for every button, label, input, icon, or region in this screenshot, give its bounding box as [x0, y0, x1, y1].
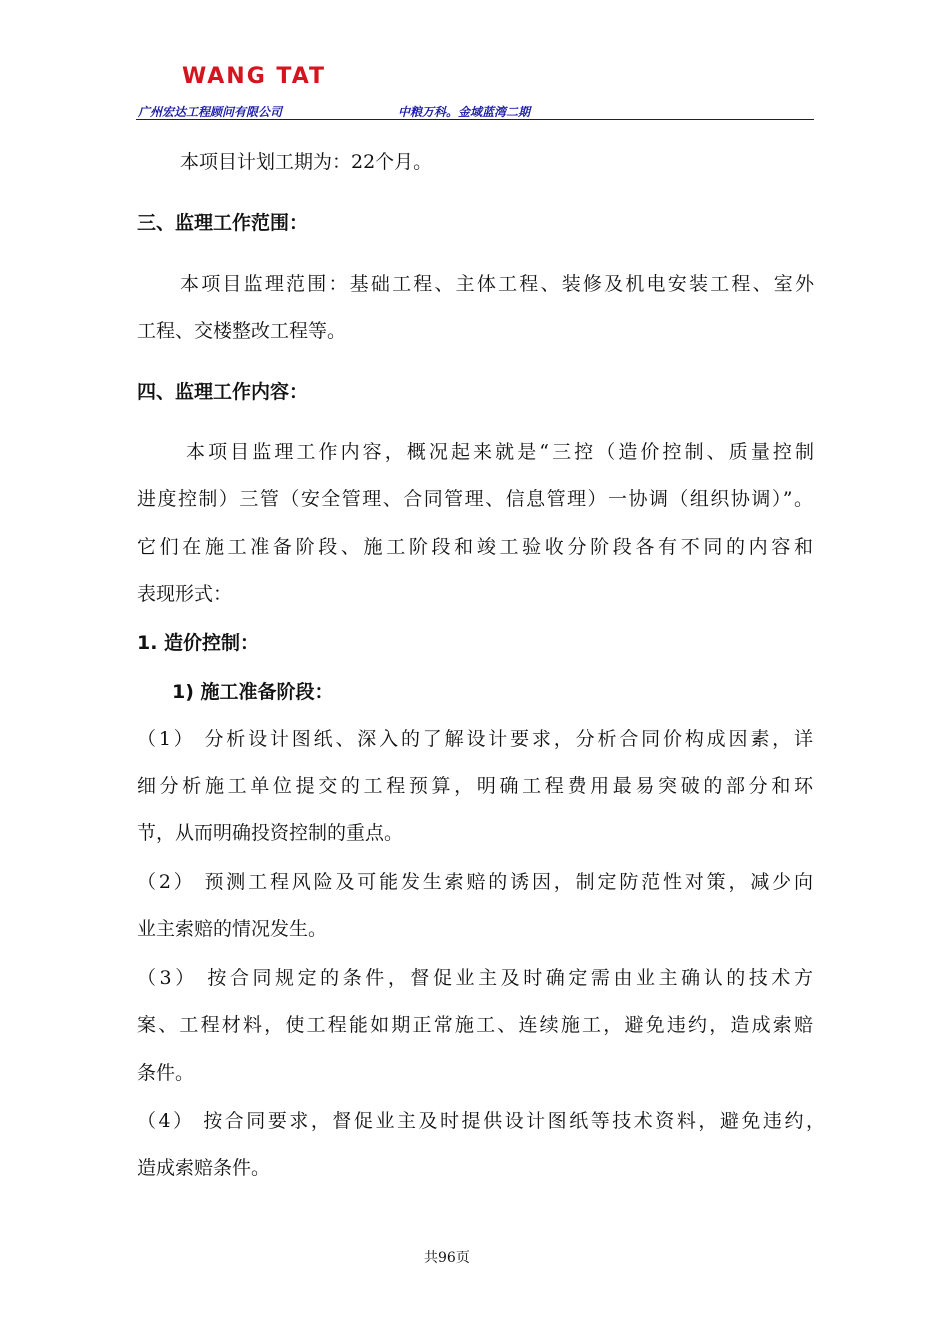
item-2-line1: （2） 预测工程风险及可能发生索赔的诱因，制定防范性对策，减少向: [137, 871, 813, 893]
header-company: 广州宏达工程顾问有限公司: [138, 105, 283, 119]
paragraph-content-line3: 它们在施工准备阶段、施工阶段和竣工验收分阶段各有不同的内容和: [137, 536, 813, 558]
item-1-line2: 细分析施工单位提交的工程预算，明确工程费用最易突破的部分和环: [137, 775, 813, 797]
section-cost-control: 1. 造价控制：: [137, 632, 260, 654]
item-4-line1: （4） 按合同要求，督促业主及时提供设计图纸等技术资料，避免违约，: [137, 1110, 825, 1132]
heading-content: 四、监理工作内容：: [137, 381, 309, 403]
company-logo: WANG TAT: [182, 64, 327, 89]
header-project: 中粮万科。金域蓝湾二期: [398, 105, 531, 119]
paragraph-duration: 本项目计划工期为：22个月。: [180, 151, 433, 173]
paragraph-scope-line1: 本项目监理范围：基础工程、主体工程、装修及机电安装工程、室外: [180, 273, 814, 295]
item-3-line3: 条件。: [137, 1062, 195, 1084]
item-1-line3: 节，从而明确投资控制的重点。: [137, 822, 404, 844]
item-3-line1: （3） 按合同规定的条件，督促业主及时确定需由业主确认的技术方: [137, 967, 813, 989]
page-footer: 共96页: [424, 1250, 470, 1266]
header-divider: [136, 119, 814, 120]
paragraph-scope-line2: 工程、交楼整改工程等。: [137, 320, 347, 342]
paragraph-content-line2: 进度控制）三管（安全管理、合同管理、信息管理）一协调（组织协调）”。: [137, 488, 813, 510]
paragraph-content-line4: 表现形式：: [137, 583, 233, 605]
subsection-preparation: 1) 施工准备阶段：: [172, 681, 334, 703]
paragraph-content-line1: 本项目监理工作内容，概况起来就是“三控（造价控制、质量控制: [186, 441, 814, 463]
item-1-line1: （1） 分析设计图纸、深入的了解设计要求，分析合同价构成因素，详: [137, 728, 813, 750]
item-3-line2: 案、工程材料，使工程能如期正常施工、连续施工，避免违约，造成索赔: [137, 1014, 813, 1036]
item-2-line2: 业主索赔的情况发生。: [137, 918, 328, 940]
heading-scope: 三、监理工作范围：: [137, 212, 309, 234]
item-4-line2: 造成索赔条件。: [137, 1157, 271, 1179]
